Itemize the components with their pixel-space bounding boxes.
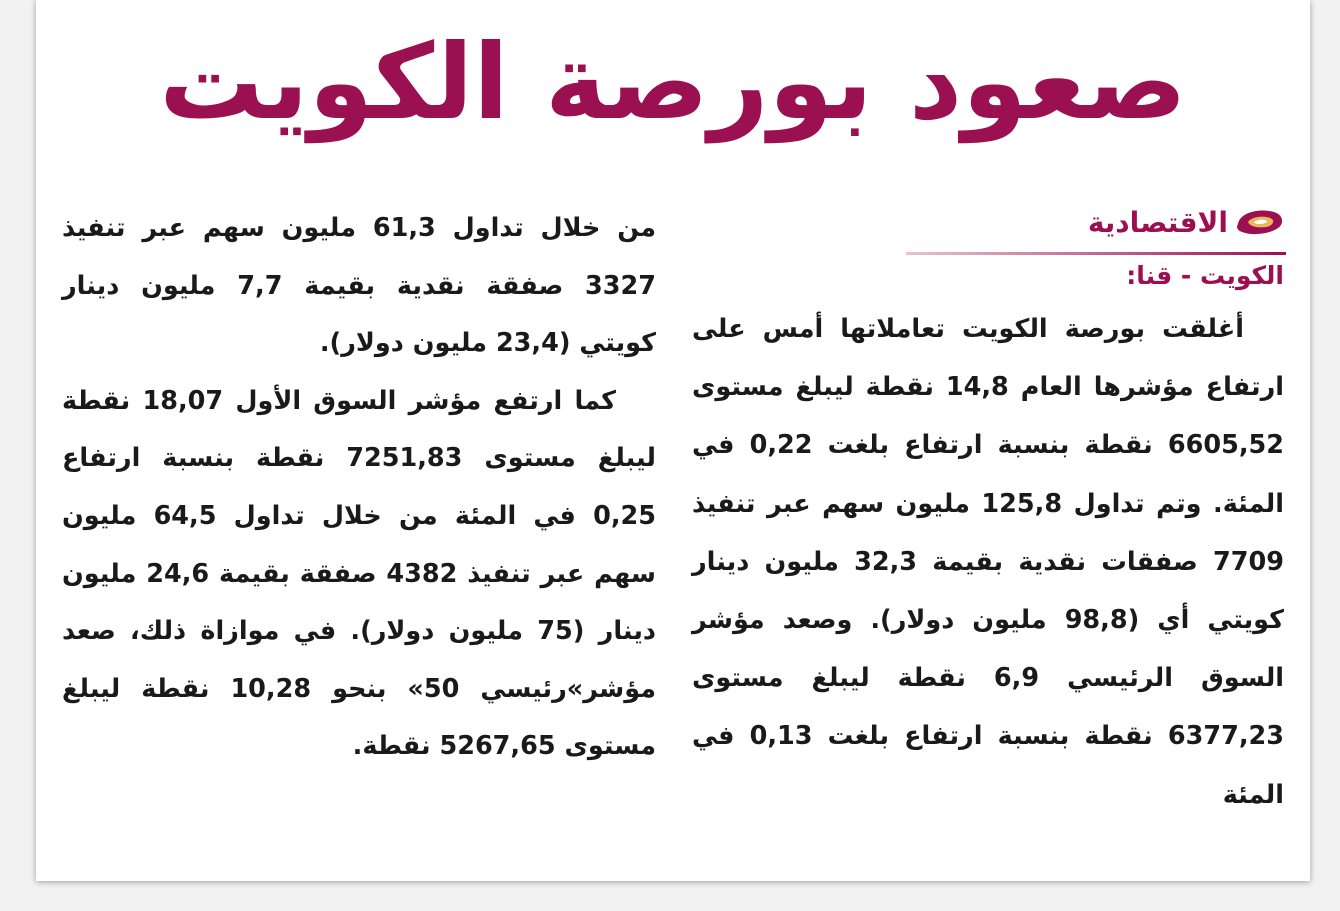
section-header bbox=[906, 200, 1286, 260]
section-label: الاقتصادية bbox=[1087, 206, 1228, 239]
article-paragraph: كما ارتفع مؤشر السوق الأول 18,07 نقطة ليبلغ مستوى 7251,83 نقطة بنسبة ارتفاع 0,25 في المئة من خلال تداول 64,5 مليون سهم عبر تنفيذ 4382 صفقة بقيمة 24,6 مليون دينار (75 مليون دولار). في موازاة ذلك، صعد مؤشر»رئيسي 50» بنحو 10,28 نقطة ليبلغ مستوى 5267,65 نقطة. bbox=[62, 385, 657, 762]
newspaper-page bbox=[36, 0, 1310, 881]
article-paragraph: من خلال تداول 61,3 مليون سهم عبر تنفيذ 3327 صفقة نقدية بقيمة 7,7 مليون دينار كويتي (23,4 مليون دولار). bbox=[62, 213, 656, 359]
article-dateline: الكويت - قنا: bbox=[1126, 261, 1284, 290]
article-headline: صعود بورصة الكويت bbox=[159, 21, 1187, 143]
newspaper-section-logo-icon bbox=[1234, 206, 1286, 238]
section-divider bbox=[906, 252, 1286, 255]
article-paragraph: أغلقت بورصة الكويت تعاملاتها أمس على ارتفاع مؤشرها العام 14,8 نقطة ليبلغ مستوى 6605,52 نقطة بنسبة ارتفاع بلغت 0,22 في المئة. وتم تداول 125,8 مليون سهم عبر تنفيذ 7709 صفقات نقدية بقيمة 32,3 مليون دينار كويتي أي (98,8 مليون دولار). وصعد مؤشر السوق الرئيسي 6,9 نقطة ليبلغ مستوى 6377,23 نقطة بنسبة ارتفاع بلغت 0,13 في المئة bbox=[692, 314, 1285, 810]
article-left-column bbox=[62, 200, 656, 776]
article-right-column bbox=[692, 300, 1284, 824]
